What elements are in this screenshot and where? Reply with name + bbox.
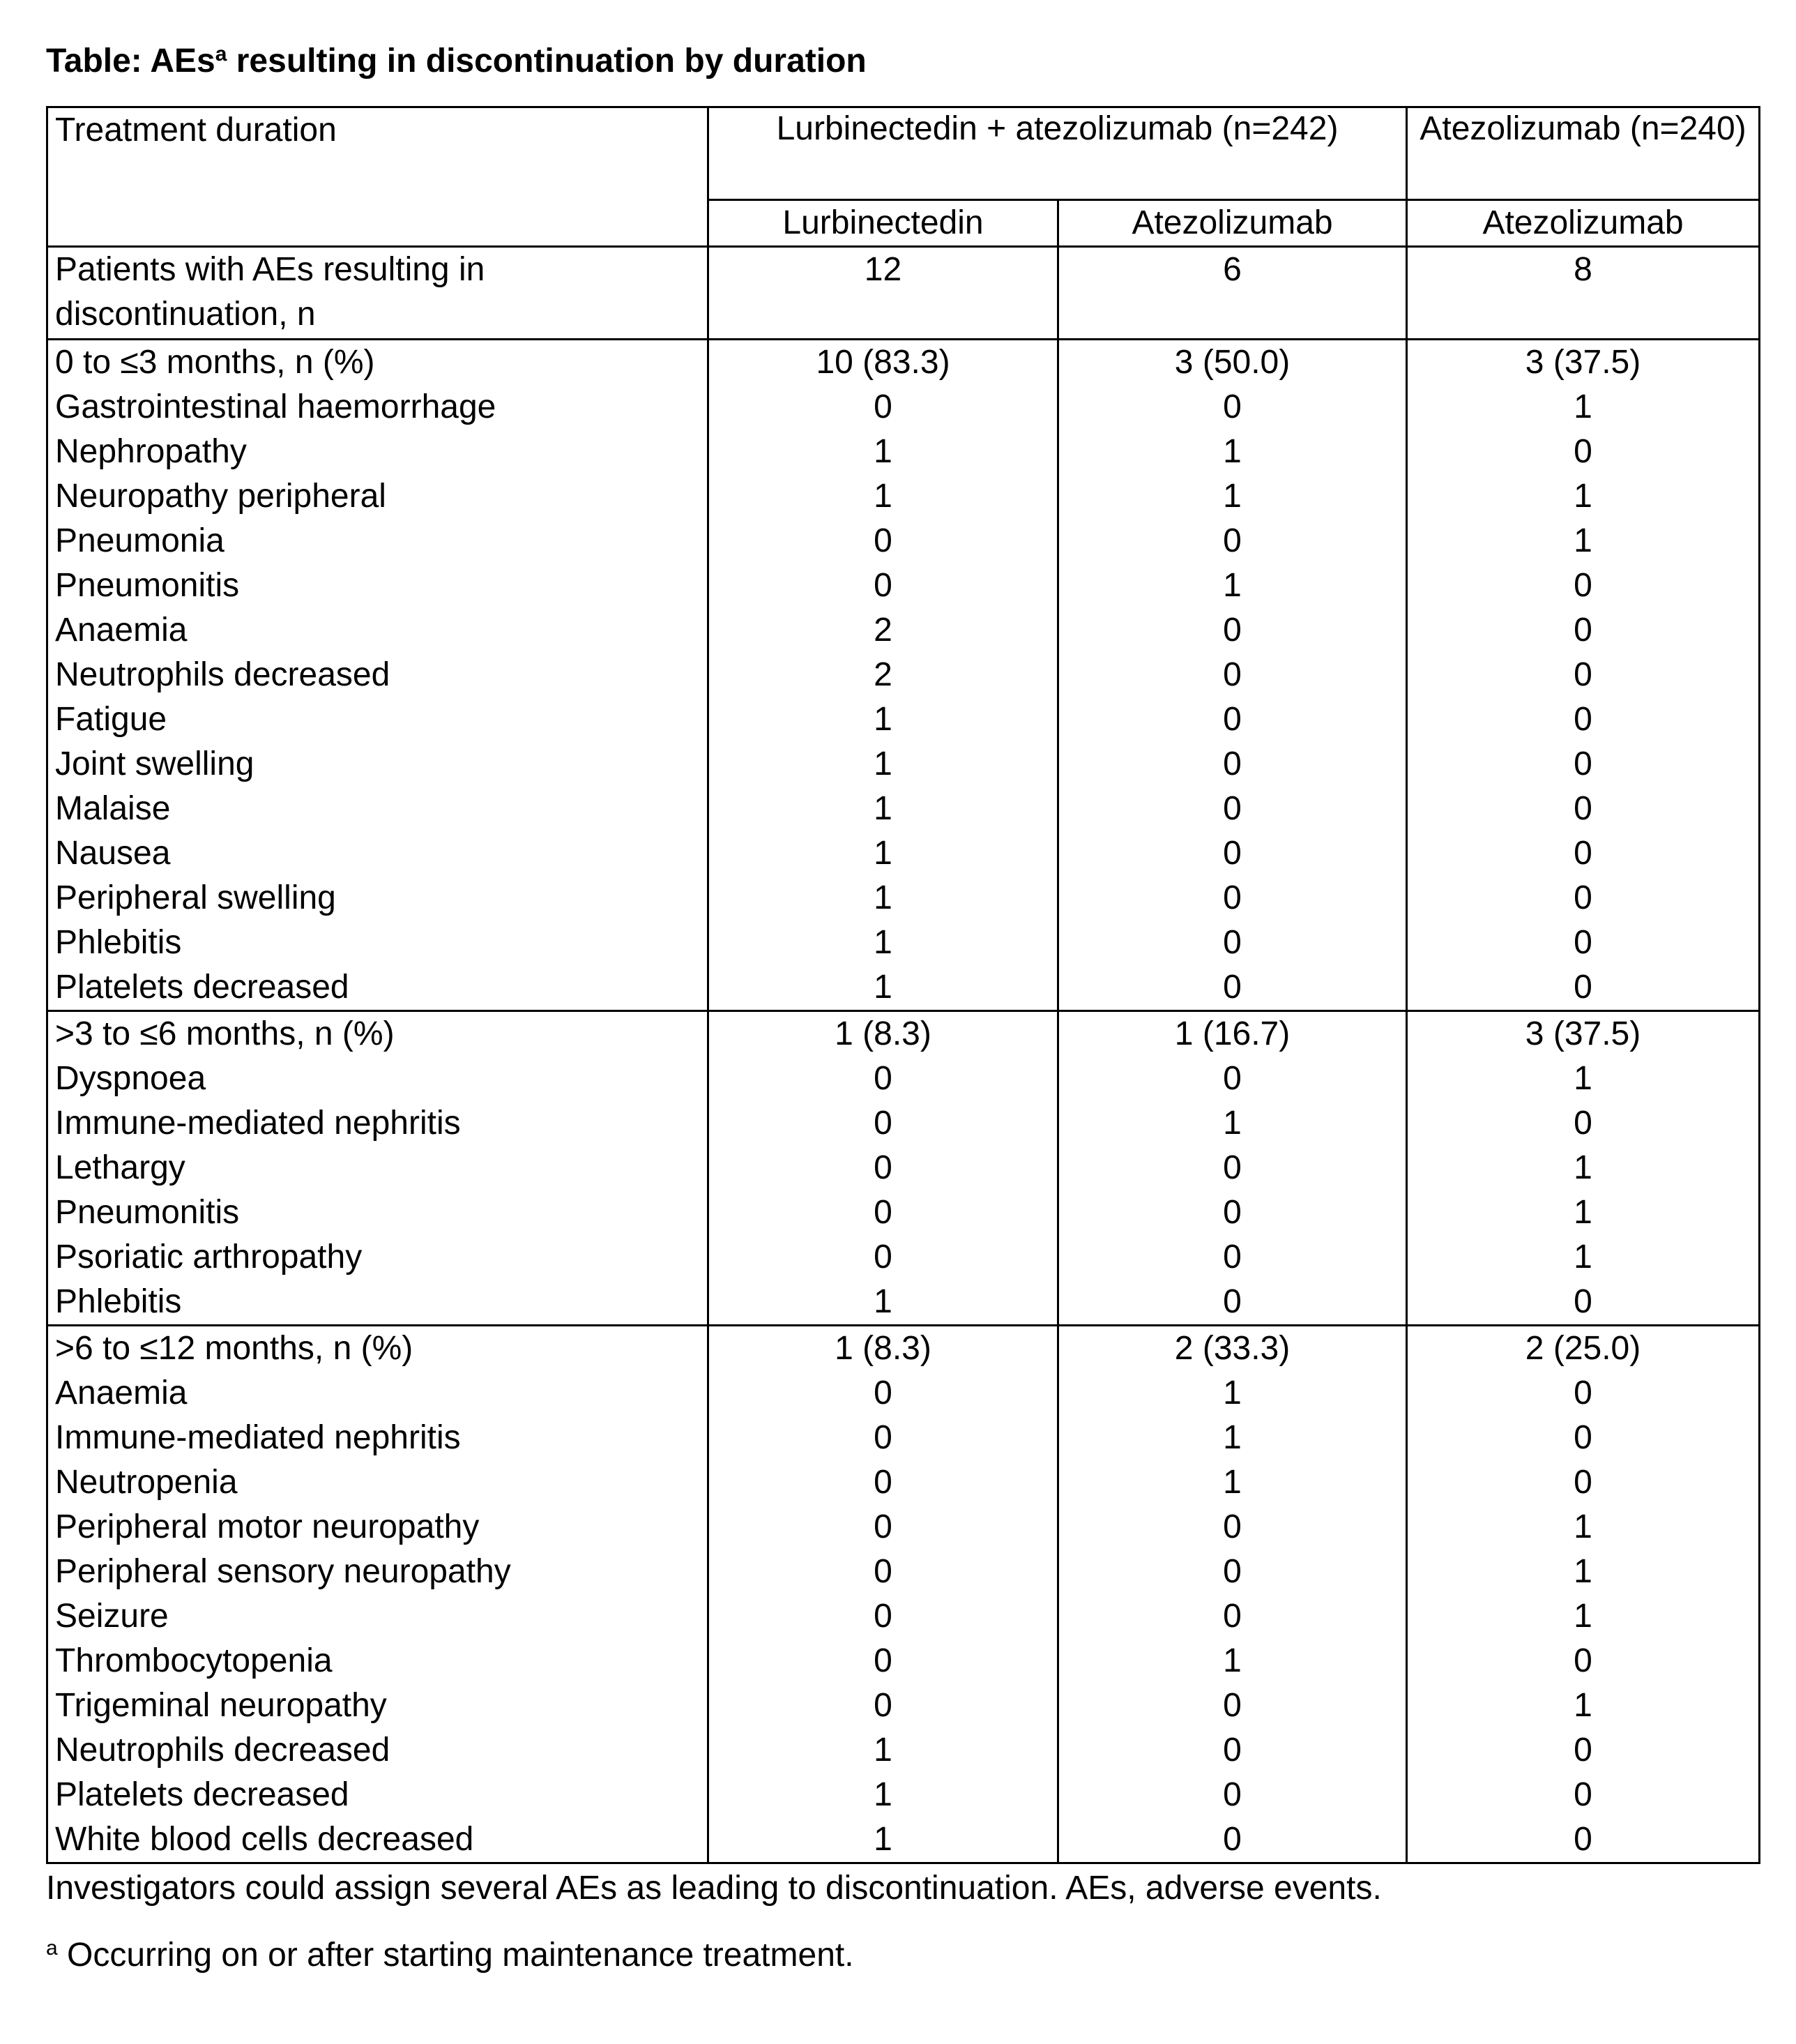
adverse-event-row bbox=[47, 1460, 1760, 1505]
adverse-event-count: 0 bbox=[708, 1101, 1058, 1146]
adverse-event-label: Lethargy bbox=[47, 1146, 708, 1190]
adverse-event-count: 2 bbox=[708, 608, 1058, 653]
adverse-event-count: 1 bbox=[1058, 1416, 1407, 1460]
adverse-event-count: 1 bbox=[708, 742, 1058, 787]
adverse-event-count: 1 bbox=[1407, 1057, 1760, 1101]
adverse-event-count: 0 bbox=[1407, 1728, 1760, 1773]
adverse-event-count: 0 bbox=[1058, 1817, 1407, 1863]
adverse-event-count: 1 bbox=[708, 430, 1058, 474]
total-value: 12 bbox=[708, 247, 1058, 340]
table-body bbox=[47, 247, 1760, 1863]
adverse-event-count: 0 bbox=[1058, 1057, 1407, 1101]
adverse-event-count: 0 bbox=[1407, 831, 1760, 876]
adverse-event-label: Peripheral motor neuropathy bbox=[47, 1505, 708, 1550]
adverse-event-label: Pneumonia bbox=[47, 519, 708, 563]
adverse-event-count: 1 bbox=[1407, 1550, 1760, 1594]
adverse-event-row bbox=[47, 1728, 1760, 1773]
total-value: 8 bbox=[1407, 247, 1760, 340]
adverse-event-count: 0 bbox=[1058, 653, 1407, 697]
duration-group-value: 3 (37.5) bbox=[1407, 340, 1760, 386]
adverse-event-count: 0 bbox=[1058, 921, 1407, 965]
adverse-event-row bbox=[47, 1639, 1760, 1683]
adverse-event-count: 1 bbox=[1407, 474, 1760, 519]
adverse-event-label: Neutrophils decreased bbox=[47, 1728, 708, 1773]
adverse-event-label: Neutropenia bbox=[47, 1460, 708, 1505]
adverse-event-count: 0 bbox=[1407, 1280, 1760, 1326]
footnote-a-text: Occurring on or after starting maintenance treatment. bbox=[57, 1937, 854, 1974]
adverse-event-count: 0 bbox=[1058, 1235, 1407, 1280]
adverse-event-count: 1 bbox=[708, 876, 1058, 921]
adverse-event-row bbox=[47, 831, 1760, 876]
adverse-event-count: 0 bbox=[1407, 1101, 1760, 1146]
adverse-event-count: 1 bbox=[1058, 1101, 1407, 1146]
total-value: 6 bbox=[1058, 247, 1407, 340]
adverse-event-row bbox=[47, 1594, 1760, 1639]
adverse-event-row bbox=[47, 787, 1760, 831]
adverse-event-count: 0 bbox=[1407, 1460, 1760, 1505]
adverse-event-count: 0 bbox=[1407, 787, 1760, 831]
adverse-event-label: Nephropathy bbox=[47, 430, 708, 474]
adverse-event-row bbox=[47, 1371, 1760, 1416]
adverse-event-count: 1 bbox=[1407, 1146, 1760, 1190]
adverse-event-row bbox=[47, 1505, 1760, 1550]
header-row-groups bbox=[47, 107, 1760, 200]
adverse-event-label: Fatigue bbox=[47, 697, 708, 742]
adverse-event-row bbox=[47, 474, 1760, 519]
adverse-event-count: 0 bbox=[708, 1683, 1058, 1728]
adverse-event-count: 0 bbox=[1058, 1190, 1407, 1235]
adverse-event-row bbox=[47, 1235, 1760, 1280]
adverse-event-count: 0 bbox=[1058, 1594, 1407, 1639]
adverse-event-count: 0 bbox=[1058, 742, 1407, 787]
duration-group-value: 2 (33.3) bbox=[1058, 1326, 1407, 1372]
footnote-investigators: Investigators could assign several AEs as leading to discontinuation. AEs, adverse events. bbox=[46, 1870, 1382, 1907]
adverse-event-count: 0 bbox=[1407, 697, 1760, 742]
adverse-event-count: 0 bbox=[708, 1460, 1058, 1505]
adverse-event-row bbox=[47, 519, 1760, 563]
adverse-event-label: Joint swelling bbox=[47, 742, 708, 787]
adverse-event-row bbox=[47, 1146, 1760, 1190]
adverse-event-row bbox=[47, 1057, 1760, 1101]
adverse-event-label: Platelets decreased bbox=[47, 1773, 708, 1817]
adverse-event-count: 1 bbox=[1407, 385, 1760, 430]
adverse-event-label: Anaemia bbox=[47, 608, 708, 653]
header-col-atezolizumab-mono: Atezolizumab bbox=[1407, 200, 1760, 247]
duration-group-row bbox=[47, 1011, 1760, 1057]
adverse-event-label: Nausea bbox=[47, 831, 708, 876]
duration-group-value: 3 (50.0) bbox=[1058, 340, 1407, 386]
ae-discontinuation-table bbox=[46, 106, 1760, 1864]
adverse-event-row bbox=[47, 430, 1760, 474]
adverse-event-count: 0 bbox=[1058, 1550, 1407, 1594]
adverse-event-count: 1 bbox=[708, 1728, 1058, 1773]
duration-group-value: 3 (37.5) bbox=[1407, 1011, 1760, 1057]
adverse-event-count: 1 bbox=[708, 1773, 1058, 1817]
header-col-atezolizumab-combo: Atezolizumab bbox=[1058, 200, 1407, 247]
adverse-event-count: 0 bbox=[1058, 697, 1407, 742]
adverse-event-row bbox=[47, 1773, 1760, 1817]
adverse-event-count: 1 bbox=[1407, 1594, 1760, 1639]
adverse-event-count: 0 bbox=[1058, 1728, 1407, 1773]
adverse-event-count: 1 bbox=[1058, 1460, 1407, 1505]
adverse-event-label: Platelets decreased bbox=[47, 965, 708, 1011]
table-title-prefix: Table: AEs bbox=[46, 43, 215, 80]
adverse-event-count: 1 bbox=[708, 965, 1058, 1011]
adverse-event-label: Phlebitis bbox=[47, 1280, 708, 1326]
header-group-combination: Lurbinectedin + atezolizumab (n=242) bbox=[708, 107, 1407, 200]
adverse-event-label: Seizure bbox=[47, 1594, 708, 1639]
duration-group-value: 1 (16.7) bbox=[1058, 1011, 1407, 1057]
adverse-event-count: 0 bbox=[708, 1594, 1058, 1639]
adverse-event-count: 0 bbox=[1058, 385, 1407, 430]
adverse-event-count: 0 bbox=[708, 1416, 1058, 1460]
header-col-lurbinectedin: Lurbinectedin bbox=[708, 200, 1058, 247]
adverse-event-count: 0 bbox=[1058, 519, 1407, 563]
adverse-event-count: 1 bbox=[1407, 1683, 1760, 1728]
adverse-event-count: 0 bbox=[708, 1371, 1058, 1416]
adverse-event-count: 0 bbox=[1407, 653, 1760, 697]
adverse-event-row bbox=[47, 1550, 1760, 1594]
adverse-event-row bbox=[47, 653, 1760, 697]
adverse-event-label: Thrombocytopenia bbox=[47, 1639, 708, 1683]
adverse-event-label: White blood cells decreased bbox=[47, 1817, 708, 1863]
adverse-event-count: 1 bbox=[708, 697, 1058, 742]
adverse-event-label: Trigeminal neuropathy bbox=[47, 1683, 708, 1728]
total-row bbox=[47, 247, 1760, 340]
adverse-event-count: 1 bbox=[1058, 430, 1407, 474]
adverse-event-count: 1 bbox=[1407, 519, 1760, 563]
adverse-event-count: 0 bbox=[1058, 1773, 1407, 1817]
adverse-event-label: Immune-mediated nephritis bbox=[47, 1416, 708, 1460]
adverse-event-row bbox=[47, 697, 1760, 742]
adverse-event-count: 0 bbox=[1058, 1683, 1407, 1728]
adverse-event-count: 0 bbox=[1407, 1371, 1760, 1416]
adverse-event-count: 0 bbox=[708, 1190, 1058, 1235]
adverse-event-count: 0 bbox=[1058, 1146, 1407, 1190]
adverse-event-count: 0 bbox=[1407, 608, 1760, 653]
adverse-event-label: Peripheral sensory neuropathy bbox=[47, 1550, 708, 1594]
adverse-event-count: 0 bbox=[1407, 965, 1760, 1011]
total-label: Patients with AEs resulting in discontinuation, n bbox=[47, 247, 708, 340]
adverse-event-count: 0 bbox=[1407, 742, 1760, 787]
adverse-event-count: 0 bbox=[1058, 787, 1407, 831]
adverse-event-label: Psoriatic arthropathy bbox=[47, 1235, 708, 1280]
adverse-event-row bbox=[47, 1817, 1760, 1863]
adverse-event-count: 0 bbox=[708, 1146, 1058, 1190]
duration-group-value: 1 (8.3) bbox=[708, 1011, 1058, 1057]
duration-group-label: >6 to ≤12 months, n (%) bbox=[47, 1326, 708, 1372]
table-title bbox=[46, 39, 867, 84]
adverse-event-count: 1 bbox=[1407, 1505, 1760, 1550]
adverse-event-count: 1 bbox=[1058, 1371, 1407, 1416]
adverse-event-count: 0 bbox=[708, 385, 1058, 430]
adverse-event-count: 0 bbox=[1407, 430, 1760, 474]
adverse-event-count: 0 bbox=[1407, 1773, 1760, 1817]
adverse-event-count: 0 bbox=[708, 1235, 1058, 1280]
adverse-event-label: Pneumonitis bbox=[47, 563, 708, 608]
duration-group-label: 0 to ≤3 months, n (%) bbox=[47, 340, 708, 386]
adverse-event-label: Gastrointestinal haemorrhage bbox=[47, 385, 708, 430]
adverse-event-label: Malaise bbox=[47, 787, 708, 831]
adverse-event-label: Pneumonitis bbox=[47, 1190, 708, 1235]
adverse-event-row bbox=[47, 1101, 1760, 1146]
adverse-event-count: 0 bbox=[1407, 1639, 1760, 1683]
table-title-suffix: resulting in discontinuation by duration bbox=[227, 43, 867, 80]
adverse-event-label: Dyspnoea bbox=[47, 1057, 708, 1101]
adverse-event-label: Anaemia bbox=[47, 1371, 708, 1416]
adverse-event-count: 0 bbox=[708, 1550, 1058, 1594]
adverse-event-row bbox=[47, 742, 1760, 787]
adverse-event-count: 0 bbox=[1407, 921, 1760, 965]
title-footnote-marker: a bbox=[215, 43, 227, 66]
adverse-event-count: 0 bbox=[1058, 608, 1407, 653]
adverse-event-label: Phlebitis bbox=[47, 921, 708, 965]
adverse-event-count: 1 bbox=[1407, 1235, 1760, 1280]
adverse-event-row bbox=[47, 563, 1760, 608]
duration-group-row bbox=[47, 340, 1760, 386]
adverse-event-count: 1 bbox=[1407, 1190, 1760, 1235]
duration-group-value: 2 (25.0) bbox=[1407, 1326, 1760, 1372]
adverse-event-count: 1 bbox=[708, 474, 1058, 519]
adverse-event-count: 0 bbox=[708, 519, 1058, 563]
adverse-event-row bbox=[47, 608, 1760, 653]
adverse-event-count: 1 bbox=[1058, 474, 1407, 519]
adverse-event-count: 1 bbox=[708, 787, 1058, 831]
adverse-event-count: 0 bbox=[1058, 1280, 1407, 1326]
adverse-event-count: 0 bbox=[1407, 563, 1760, 608]
adverse-event-count: 0 bbox=[708, 1505, 1058, 1550]
adverse-event-count: 1 bbox=[708, 831, 1058, 876]
adverse-event-count: 0 bbox=[1407, 1416, 1760, 1460]
adverse-event-label: Immune-mediated nephritis bbox=[47, 1101, 708, 1146]
duration-group-value: 10 (83.3) bbox=[708, 340, 1058, 386]
adverse-event-count: 1 bbox=[708, 1280, 1058, 1326]
adverse-event-count: 0 bbox=[708, 1639, 1058, 1683]
duration-group-value: 1 (8.3) bbox=[708, 1326, 1058, 1372]
adverse-event-count: 0 bbox=[1058, 831, 1407, 876]
duration-group-row bbox=[47, 1326, 1760, 1372]
footnote-marker: a bbox=[46, 1937, 58, 1960]
adverse-event-count: 1 bbox=[1058, 563, 1407, 608]
duration-group-label: >3 to ≤6 months, n (%) bbox=[47, 1011, 708, 1057]
adverse-event-count: 0 bbox=[1407, 876, 1760, 921]
adverse-event-count: 0 bbox=[1058, 965, 1407, 1011]
adverse-event-count: 0 bbox=[1058, 1505, 1407, 1550]
adverse-event-label: Neutrophils decreased bbox=[47, 653, 708, 697]
header-treatment-duration: Treatment duration bbox=[47, 107, 708, 247]
adverse-event-row bbox=[47, 921, 1760, 965]
adverse-event-row bbox=[47, 1683, 1760, 1728]
adverse-event-row bbox=[47, 385, 1760, 430]
adverse-event-row bbox=[47, 1416, 1760, 1460]
footnote-a bbox=[46, 1933, 854, 1978]
adverse-event-label: Peripheral swelling bbox=[47, 876, 708, 921]
adverse-event-count: 0 bbox=[1058, 876, 1407, 921]
adverse-event-count: 0 bbox=[708, 563, 1058, 608]
adverse-event-count: 1 bbox=[708, 1817, 1058, 1863]
adverse-event-count: 1 bbox=[708, 921, 1058, 965]
adverse-event-count: 2 bbox=[708, 653, 1058, 697]
adverse-event-count: 0 bbox=[1407, 1817, 1760, 1863]
adverse-event-row bbox=[47, 965, 1760, 1011]
adverse-event-row bbox=[47, 1280, 1760, 1326]
adverse-event-count: 0 bbox=[708, 1057, 1058, 1101]
adverse-event-row bbox=[47, 876, 1760, 921]
header-group-monotherapy: Atezolizumab (n=240) bbox=[1407, 107, 1760, 200]
adverse-event-count: 1 bbox=[1058, 1639, 1407, 1683]
adverse-event-label: Neuropathy peripheral bbox=[47, 474, 708, 519]
adverse-event-row bbox=[47, 1190, 1760, 1235]
